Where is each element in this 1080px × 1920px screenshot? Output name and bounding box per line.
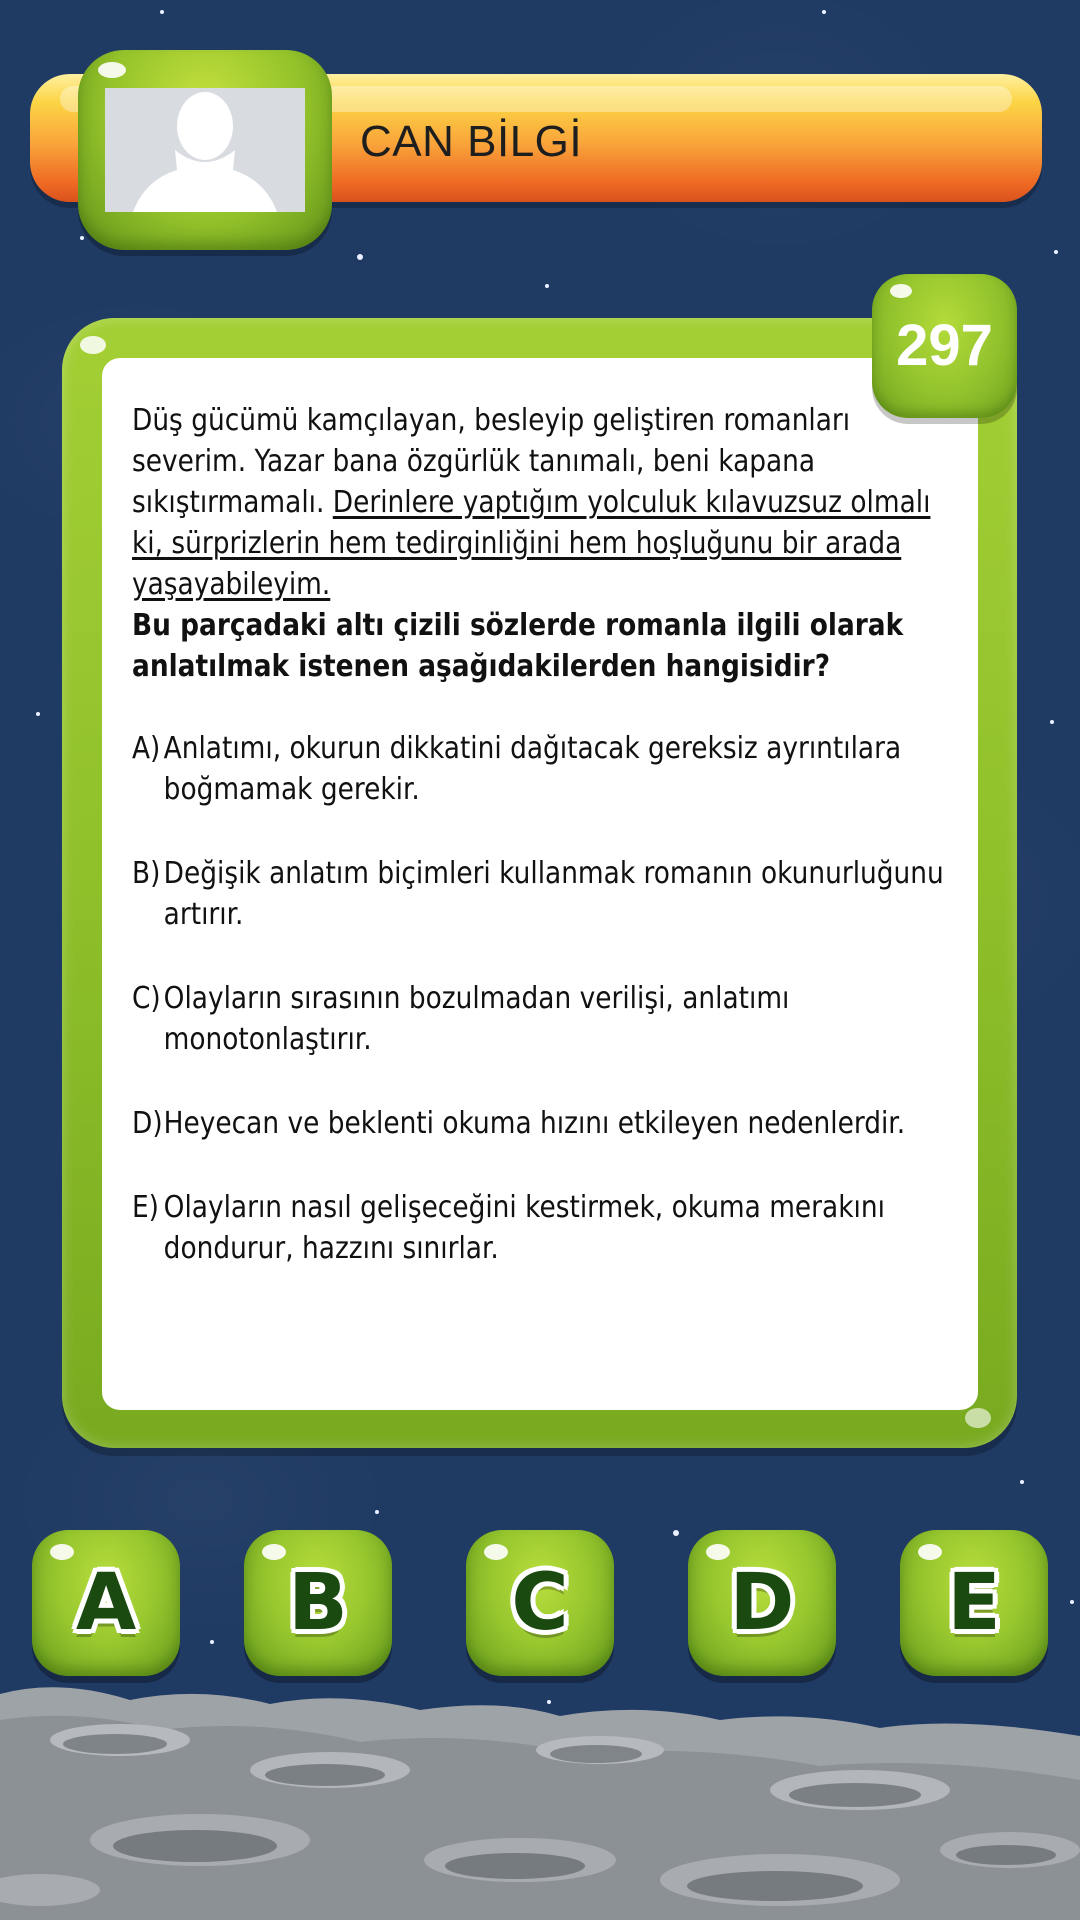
answer-button-b[interactable] — [244, 1530, 392, 1676]
star — [1050, 720, 1054, 724]
option-text: Değişik anlatım biçimleri kullanmak romanın okunurluğunu artırır. — [163, 856, 944, 932]
answer-letter: D — [729, 1558, 795, 1648]
question-passage-underlined: Derinlere yaptığım yolculuk kılavuzsuz olmalı ki, sürprizlerin hem tedirginliğini hem hoşluğunu bir arada yaşayabileyim. — [132, 485, 931, 602]
option-letter: C) — [132, 981, 161, 1016]
star — [36, 712, 40, 716]
star — [673, 1530, 679, 1536]
question-text — [132, 400, 952, 687]
star — [210, 1640, 214, 1644]
avatar[interactable] — [105, 88, 305, 212]
option-text: Olayların sırasının bozulmadan verilişi, anlatımı monotonlaştırır. — [163, 981, 790, 1057]
star — [375, 1510, 379, 1514]
option-c — [132, 978, 952, 1060]
option-text: Anlatımı, okurun dikkatini dağıtacak gereksiz ayrıntılara boğmamak gerekir. — [163, 731, 902, 807]
question-stem: Bu parçadaki altı çizili sözlerde romanla ilgili olarak anlatılmak istenen aşağıdakilerden hangisidir? — [132, 608, 904, 684]
star — [1054, 250, 1058, 254]
star — [80, 236, 84, 240]
answer-letter: C — [511, 1558, 569, 1648]
option-letter: D) — [132, 1106, 163, 1141]
option-letter: E) — [132, 1190, 159, 1225]
option-text: Heyecan ve beklenti okuma hızını etkileyen nedenlerdir. — [163, 1106, 906, 1141]
star — [1070, 1600, 1074, 1604]
answer-letter: E — [947, 1558, 1001, 1648]
star — [1020, 1480, 1024, 1484]
answer-button-d[interactable] — [688, 1530, 836, 1676]
answer-button-a[interactable] — [32, 1530, 180, 1676]
answer-button-c[interactable] — [466, 1530, 614, 1676]
star — [545, 284, 549, 288]
star — [160, 10, 164, 14]
answer-letter: A — [75, 1558, 137, 1648]
moon-surface — [0, 1680, 1080, 1920]
option-d — [132, 1103, 952, 1144]
option-text: Olayların nasıl gelişeceğini kestirmek, okuma merakını dondurur, hazzını sınırlar. — [163, 1190, 885, 1266]
option-e — [132, 1187, 952, 1269]
star — [822, 10, 826, 14]
answer-letter: B — [288, 1558, 348, 1648]
option-a — [132, 728, 952, 810]
question-number: 297 — [896, 313, 993, 378]
player-name: CAN BİLGİ — [360, 117, 583, 166]
option-b — [132, 853, 952, 935]
star — [357, 254, 363, 260]
user-silhouette-icon — [105, 88, 305, 212]
option-letter: A) — [132, 731, 161, 766]
answer-button-e[interactable] — [900, 1530, 1048, 1676]
question-passage: Düş gücümü kamçılayan, besleyip geliştiren romanları severim. Yazar bana özgürlük tanımalı, beni kapana sıkıştırmamalı. — [132, 403, 851, 520]
option-letter: B) — [132, 856, 161, 891]
